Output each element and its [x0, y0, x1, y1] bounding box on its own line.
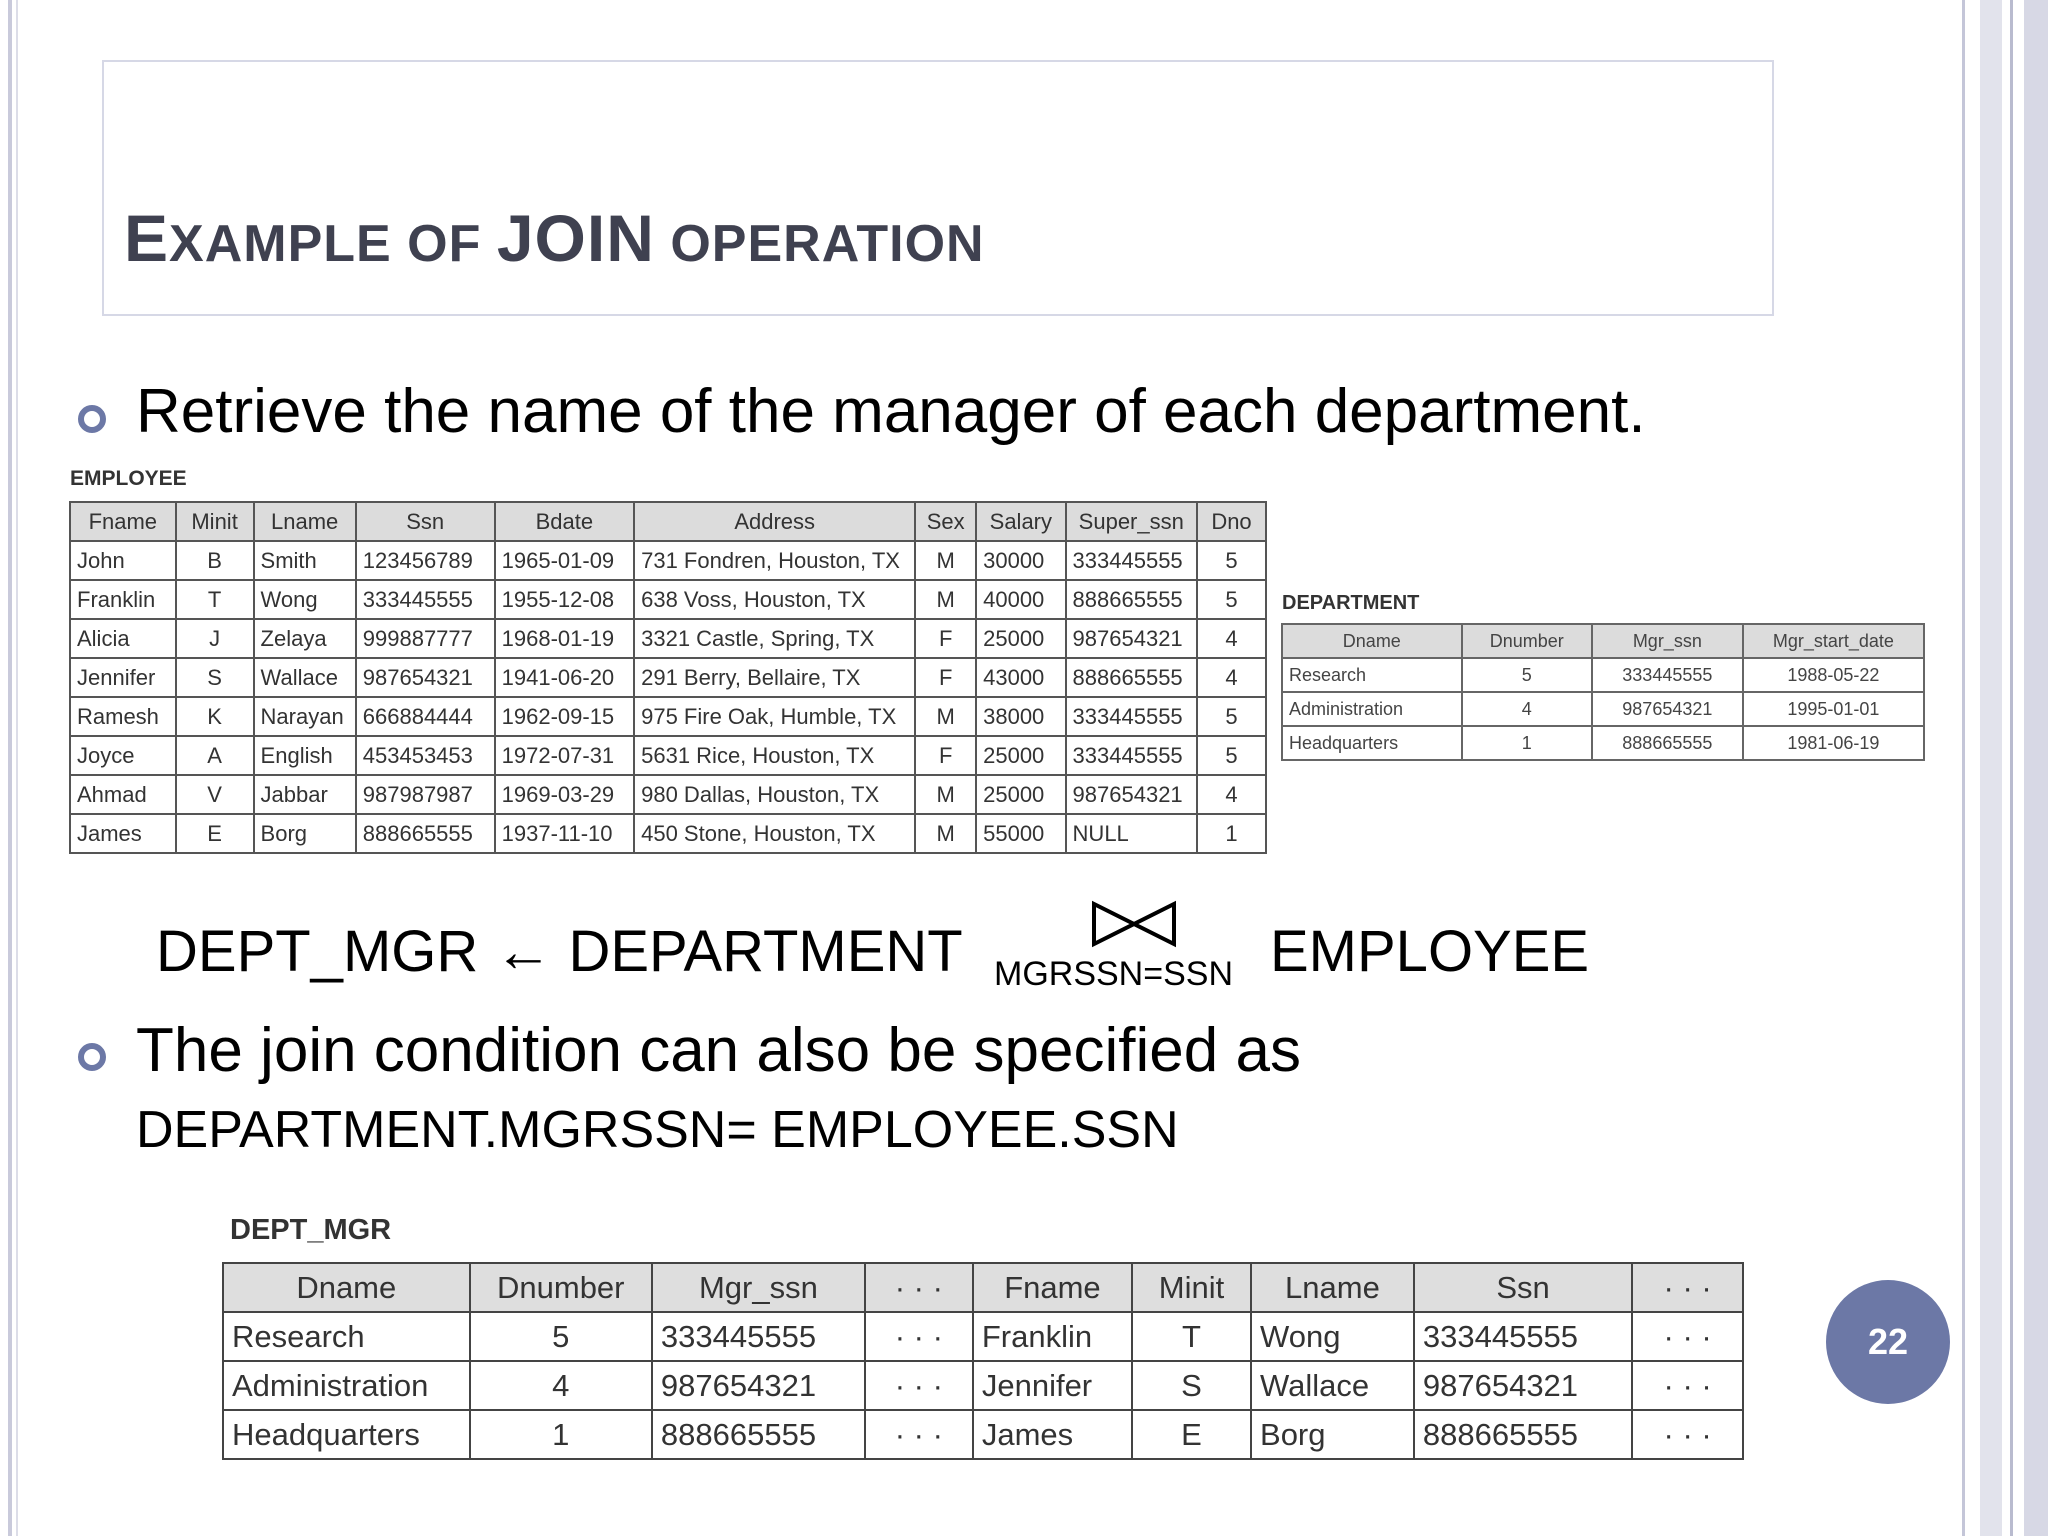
table-cell: V	[176, 775, 254, 814]
table-cell: 888665555	[652, 1410, 865, 1459]
table-cell: · · ·	[1632, 1361, 1743, 1410]
table-cell: 1962-09-15	[495, 697, 634, 736]
table-cell: 40000	[976, 580, 1065, 619]
table-cell: 1981-06-19	[1743, 726, 1924, 760]
table-cell: John	[70, 541, 176, 580]
column-header: · · ·	[1632, 1263, 1743, 1312]
right-border-band	[1980, 0, 2002, 1536]
table-cell: · · ·	[1632, 1312, 1743, 1361]
table-cell: M	[915, 814, 976, 853]
table-cell: A	[176, 736, 254, 775]
left-border-line-inner	[16, 0, 18, 1536]
left-border-line	[8, 0, 12, 1536]
table-cell: T	[1132, 1312, 1251, 1361]
table-cell: Jennifer	[973, 1361, 1132, 1410]
table-cell: 1965-01-09	[495, 541, 634, 580]
table-cell: Research	[1282, 658, 1462, 692]
bullet-text-1: Retrieve the name of the manager of each department.	[136, 377, 1646, 446]
table-cell: 5	[1462, 658, 1592, 692]
table-cell: E	[1132, 1410, 1251, 1459]
table-cell: 4	[1197, 775, 1266, 814]
bullet-text-2-condition: DEPARTMENT.MGRSSN= EMPLOYEE.SSN	[136, 1101, 1179, 1159]
bullet-text-2: The join condition can also be specified as	[136, 1016, 1301, 1085]
column-header: Mgr_start_date	[1743, 624, 1924, 658]
table-cell: 291 Berry, Bellaire, TX	[634, 658, 915, 697]
column-header: · · ·	[865, 1263, 973, 1312]
table-row	[1282, 692, 1924, 726]
column-header: Dno	[1197, 502, 1266, 541]
table-cell: 5	[470, 1312, 652, 1361]
column-header: Fname	[70, 502, 176, 541]
table-cell: 5	[1197, 736, 1266, 775]
department-table-label: DEPARTMENT	[1282, 592, 1420, 614]
department-table	[1281, 623, 1925, 761]
table-cell: English	[254, 736, 356, 775]
table-cell: 450 Stone, Houston, TX	[634, 814, 915, 853]
table-row	[1282, 726, 1924, 760]
page-number-badge: 22	[1826, 1280, 1950, 1404]
bullet-circle-icon	[78, 405, 106, 433]
table-cell: 1968-01-19	[495, 619, 634, 658]
table-cell: 987654321	[1414, 1361, 1632, 1410]
join-bowtie-icon	[1090, 900, 1178, 948]
column-header: Salary	[976, 502, 1065, 541]
table-cell: 5631 Rice, Houston, TX	[634, 736, 915, 775]
table-cell: B	[176, 541, 254, 580]
table-cell: Ramesh	[70, 697, 176, 736]
table-cell: M	[915, 580, 976, 619]
slide-title: EXAMPLE OF JOIN OPERATION	[124, 201, 985, 275]
table-cell: 731 Fondren, Houston, TX	[634, 541, 915, 580]
table-cell: 1995-01-01	[1743, 692, 1924, 726]
table-cell: 987654321	[1066, 775, 1197, 814]
table-cell: 25000	[976, 619, 1065, 658]
table-cell: M	[915, 541, 976, 580]
table-cell: Alicia	[70, 619, 176, 658]
table-row	[70, 736, 1266, 775]
employee-table-label: EMPLOYEE	[70, 467, 187, 490]
dept-mgr-table-container	[222, 1262, 1744, 1462]
table-cell: 333445555	[1592, 658, 1743, 692]
table-cell: 4	[1197, 619, 1266, 658]
table-row	[70, 541, 1266, 580]
table-cell: Wallace	[254, 658, 356, 697]
table-cell: 987654321	[1066, 619, 1197, 658]
table-cell: 975 Fire Oak, Humble, TX	[634, 697, 915, 736]
table-cell: Borg	[254, 814, 356, 853]
table-cell: F	[915, 736, 976, 775]
table-cell: 333445555	[1066, 697, 1197, 736]
table-cell: 3321 Castle, Spring, TX	[634, 619, 915, 658]
table-cell: E	[176, 814, 254, 853]
table-cell: Franklin	[973, 1312, 1132, 1361]
table-cell: 666884444	[356, 697, 495, 736]
column-header: Minit	[1132, 1263, 1251, 1312]
table-cell: 123456789	[356, 541, 495, 580]
right-border-line	[1962, 0, 1965, 1536]
table-cell: 888665555	[1066, 658, 1197, 697]
table-cell: 888665555	[1414, 1410, 1632, 1459]
table-cell: 333445555	[1066, 736, 1197, 775]
table-row	[223, 1410, 1743, 1459]
table-cell: Wallace	[1251, 1361, 1414, 1410]
table-cell: 333445555	[652, 1312, 865, 1361]
title-box	[102, 60, 1774, 316]
table-cell: Borg	[1251, 1410, 1414, 1459]
table-cell: 1	[1197, 814, 1266, 853]
table-cell: 333445555	[356, 580, 495, 619]
table-row	[70, 580, 1266, 619]
table-cell: · · ·	[865, 1312, 973, 1361]
table-cell: 987654321	[1592, 692, 1743, 726]
table-cell: 987987987	[356, 775, 495, 814]
table-cell: 453453453	[356, 736, 495, 775]
column-header: Mgr_ssn	[652, 1263, 865, 1312]
column-header: Dnumber	[470, 1263, 652, 1312]
table-cell: Wong	[254, 580, 356, 619]
employee-table	[69, 501, 1267, 854]
table-cell: · · ·	[1632, 1410, 1743, 1459]
join-formula-lhs: DEPT_MGR ← DEPARTMENT	[156, 919, 963, 984]
table-cell: 38000	[976, 697, 1065, 736]
table-cell: James	[973, 1410, 1132, 1459]
column-header: Bdate	[495, 502, 634, 541]
column-header: Address	[634, 502, 915, 541]
table-cell: S	[176, 658, 254, 697]
table-cell: 25000	[976, 736, 1065, 775]
table-cell: 1969-03-29	[495, 775, 634, 814]
table-cell: Jabbar	[254, 775, 356, 814]
table-cell: Joyce	[70, 736, 176, 775]
table-cell: Research	[223, 1312, 470, 1361]
table-cell: 5	[1197, 697, 1266, 736]
table-cell: 987654321	[356, 658, 495, 697]
table-cell: 888665555	[1066, 580, 1197, 619]
table-cell: 1937-11-10	[495, 814, 634, 853]
table-cell: NULL	[1066, 814, 1197, 853]
table-cell: F	[915, 658, 976, 697]
table-cell: 4	[1462, 692, 1592, 726]
table-cell: Smith	[254, 541, 356, 580]
table-row	[223, 1312, 1743, 1361]
column-header: Dnumber	[1462, 624, 1592, 658]
table-cell: 4	[470, 1361, 652, 1410]
table-row	[70, 619, 1266, 658]
table-cell: 5	[1197, 580, 1266, 619]
table-row	[70, 697, 1266, 736]
column-header: Ssn	[1414, 1263, 1632, 1312]
table-cell: 888665555	[356, 814, 495, 853]
column-header: Lname	[1251, 1263, 1414, 1312]
table-cell: T	[176, 580, 254, 619]
table-cell: 1	[470, 1410, 652, 1459]
table-cell: 1988-05-22	[1743, 658, 1924, 692]
table-cell: 999887777	[356, 619, 495, 658]
column-header: Sex	[915, 502, 976, 541]
table-cell: M	[915, 697, 976, 736]
column-header: Dname	[223, 1263, 470, 1312]
table-cell: · · ·	[865, 1361, 973, 1410]
table-cell: 1	[1462, 726, 1592, 760]
table-cell: 43000	[976, 658, 1065, 697]
dept-mgr-table	[222, 1262, 1744, 1460]
table-cell: 980 Dallas, Houston, TX	[634, 775, 915, 814]
right-border-band-2	[2024, 0, 2048, 1536]
table-cell: 1941-06-20	[495, 658, 634, 697]
table-cell: J	[176, 619, 254, 658]
table-cell: 4	[1197, 658, 1266, 697]
table-cell: 25000	[976, 775, 1065, 814]
table-cell: 987654321	[652, 1361, 865, 1410]
table-row	[1282, 658, 1924, 692]
table-cell: S	[1132, 1361, 1251, 1410]
right-border-line-2	[2010, 0, 2013, 1536]
table-cell: 333445555	[1414, 1312, 1632, 1361]
column-header: Minit	[176, 502, 254, 541]
table-cell: 888665555	[1592, 726, 1743, 760]
table-cell: 638 Voss, Houston, TX	[634, 580, 915, 619]
table-cell: F	[915, 619, 976, 658]
table-cell: 55000	[976, 814, 1065, 853]
table-cell: Franklin	[70, 580, 176, 619]
table-row	[70, 775, 1266, 814]
column-header: Lname	[254, 502, 356, 541]
table-cell: 5	[1197, 541, 1266, 580]
table-cell: 30000	[976, 541, 1065, 580]
table-cell: Headquarters	[223, 1410, 470, 1459]
join-formula-rhs: EMPLOYEE	[1270, 919, 1590, 984]
table-row	[70, 658, 1266, 697]
bullet-circle-icon	[78, 1043, 106, 1071]
table-cell: Narayan	[254, 697, 356, 736]
table-cell: Wong	[1251, 1312, 1414, 1361]
table-cell: Ahmad	[70, 775, 176, 814]
table-cell: Jennifer	[70, 658, 176, 697]
column-header: Ssn	[356, 502, 495, 541]
column-header: Mgr_ssn	[1592, 624, 1743, 658]
column-header: Dname	[1282, 624, 1462, 658]
table-cell: M	[915, 775, 976, 814]
column-header: Fname	[973, 1263, 1132, 1312]
table-cell: Administration	[1282, 692, 1462, 726]
table-cell: · · ·	[865, 1410, 973, 1459]
table-row	[223, 1361, 1743, 1410]
table-cell: Administration	[223, 1361, 470, 1410]
table-cell: James	[70, 814, 176, 853]
join-condition: MGRSSN=SSN	[994, 955, 1233, 993]
table-cell: K	[176, 697, 254, 736]
table-cell: 1955-12-08	[495, 580, 634, 619]
dept-mgr-table-label: DEPT_MGR	[230, 1214, 392, 1246]
table-row	[70, 814, 1266, 853]
table-cell: Headquarters	[1282, 726, 1462, 760]
table-cell: 333445555	[1066, 541, 1197, 580]
column-header: Super_ssn	[1066, 502, 1197, 541]
table-cell: Zelaya	[254, 619, 356, 658]
table-cell: 1972-07-31	[495, 736, 634, 775]
